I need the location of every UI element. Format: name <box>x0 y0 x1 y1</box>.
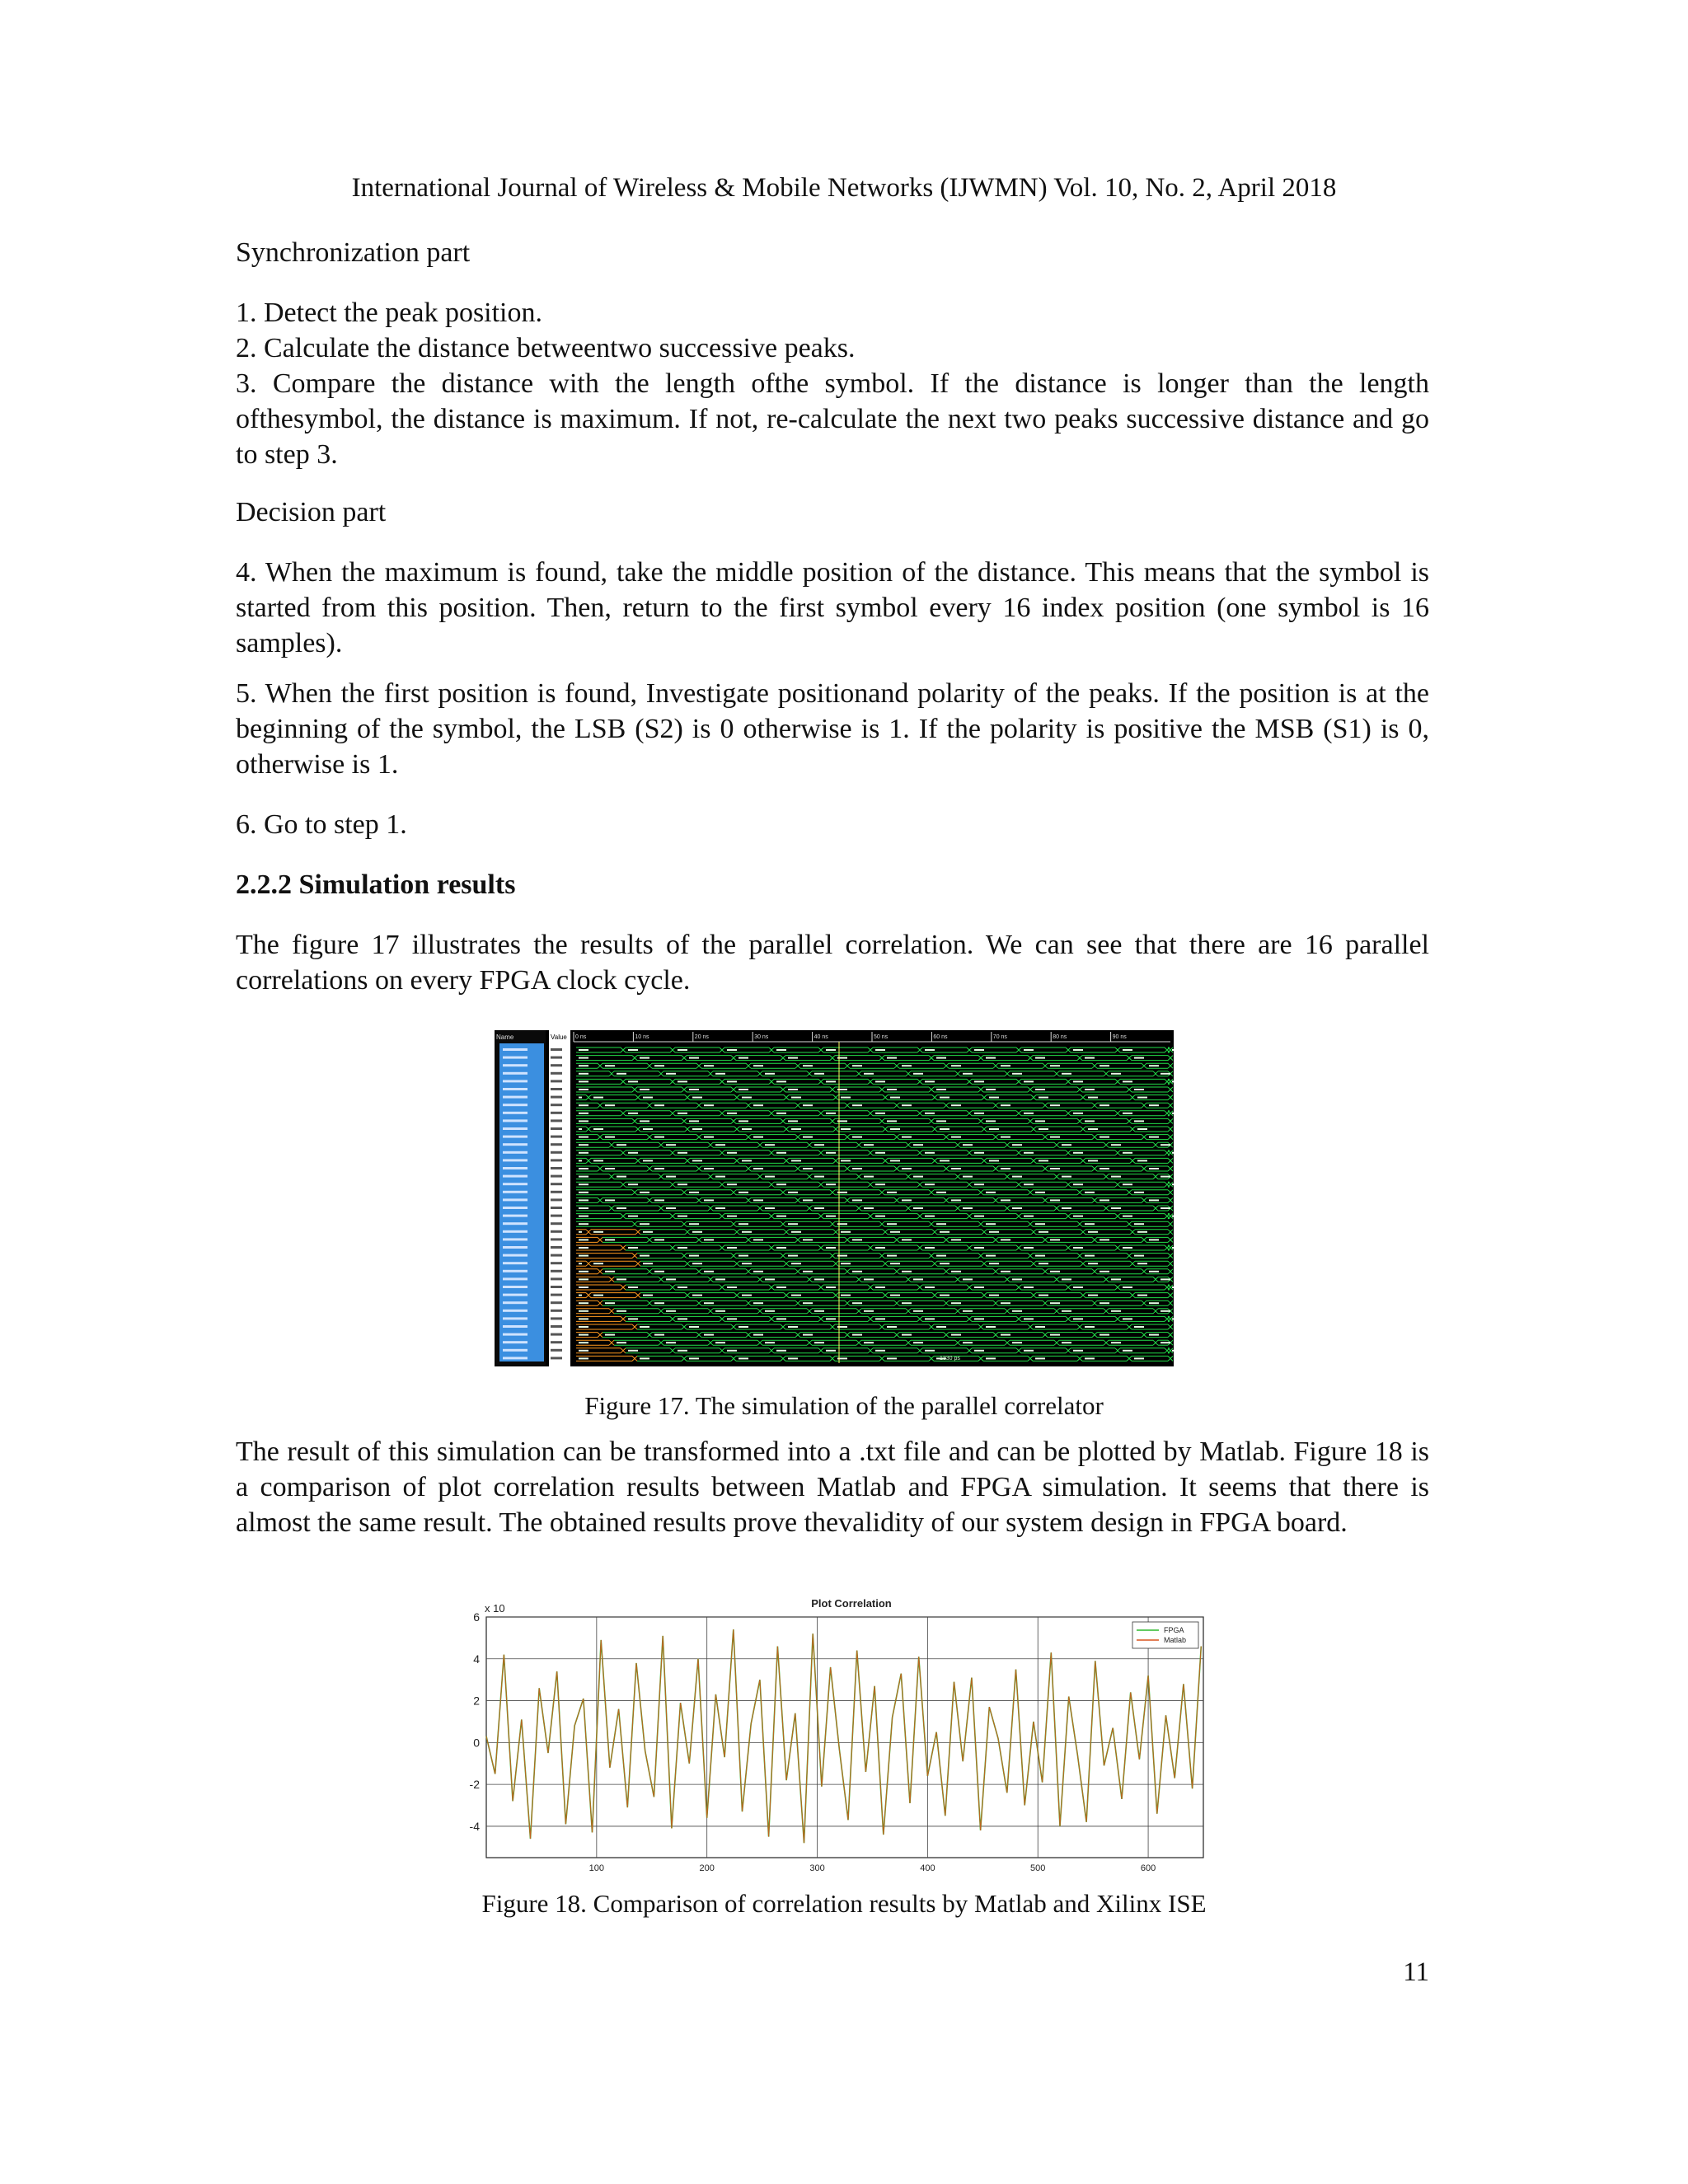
x-tick-label: 400 <box>920 1863 935 1873</box>
signal-name <box>503 1207 528 1209</box>
signal-name <box>503 1301 528 1304</box>
signal-value <box>551 1325 562 1328</box>
signal-name <box>503 1136 528 1138</box>
signal-name <box>503 1349 528 1352</box>
signal-value <box>551 1127 562 1130</box>
time-tick-label: 60 ns <box>933 1034 948 1040</box>
steps-list <box>236 295 1429 472</box>
signal-name <box>503 1286 528 1288</box>
paragraph-simulation: The figure 17 illustrates the results of the parallel correlation. We can see that there are 16 parallel correlations on every FPGA clock cycle. <box>236 930 1429 996</box>
correlation-chart <box>452 1597 1210 1877</box>
time-tick-label: 50 ns <box>874 1034 889 1040</box>
step-1: 1. Detect the peak position. <box>236 298 543 328</box>
page-number: 11 <box>1403 1957 1429 1987</box>
signal-name <box>503 1215 528 1217</box>
sync-heading: Synchronization part <box>236 237 471 268</box>
signal-value <box>551 1262 562 1264</box>
time-tick-label: 10 ns <box>635 1034 649 1040</box>
signal-value <box>551 1270 562 1272</box>
figure-18-plot <box>452 1597 1210 1877</box>
signal-value <box>551 1088 562 1090</box>
signal-name <box>503 1222 528 1225</box>
signal-value <box>551 1341 562 1343</box>
signal-name <box>503 1064 528 1066</box>
signal-value <box>551 1310 562 1312</box>
signal-value <box>551 1238 562 1240</box>
figure-17-caption: Figure 17. The simulation of the parallel correlator <box>584 1391 1104 1420</box>
signal-name <box>503 1072 528 1075</box>
signal-value <box>551 1057 562 1059</box>
name-header: Name <box>496 1033 514 1041</box>
signal-value <box>551 1175 562 1178</box>
signal-value <box>551 1136 562 1138</box>
signal-value <box>551 1286 562 1288</box>
signal-value <box>551 1317 562 1319</box>
signal-name <box>503 1167 528 1169</box>
time-tick-label: 70 ns <box>992 1034 1007 1040</box>
signal-value <box>551 1357 562 1359</box>
signal-value <box>551 1064 562 1066</box>
time-tick-label: 40 ns <box>814 1034 828 1040</box>
x-tick-label: 100 <box>588 1863 605 1873</box>
signal-name <box>503 1127 528 1130</box>
time-tick-label: 90 ns <box>1112 1034 1127 1040</box>
signal-name <box>503 1151 528 1154</box>
signal-value <box>551 1119 562 1122</box>
y-tick-label: -2 <box>469 1778 480 1792</box>
signal-name <box>503 1325 528 1328</box>
x-tick-label: 300 <box>809 1863 825 1873</box>
signal-name <box>503 1104 528 1106</box>
signal-name <box>503 1143 528 1146</box>
signal-name <box>503 1277 528 1280</box>
time-tick-label: 30 ns <box>754 1034 769 1040</box>
signal-name <box>503 1191 528 1193</box>
signal-value <box>551 1143 562 1146</box>
signal-value <box>551 1301 562 1304</box>
y-tick-label: 4 <box>473 1652 480 1666</box>
signal-name <box>503 1317 528 1319</box>
signal-name <box>503 1198 528 1201</box>
signal-value <box>551 1222 562 1225</box>
time-tick-label: 20 ns <box>694 1034 709 1040</box>
signal-name <box>503 1294 528 1296</box>
cursor-time-label: 1330 ps <box>940 1356 960 1361</box>
chart-title: Plot Correlation <box>811 1597 892 1610</box>
legend-label: Matlab <box>1164 1636 1187 1644</box>
signal-name <box>503 1262 528 1264</box>
signal-name <box>503 1254 528 1257</box>
signal-name <box>503 1230 528 1233</box>
y-tick-label: 6 <box>473 1610 480 1624</box>
signal-value <box>551 1294 562 1296</box>
signal-name <box>503 1183 528 1185</box>
signal-value <box>551 1246 562 1249</box>
signal-name <box>503 1333 528 1336</box>
plot-frame <box>486 1617 1203 1858</box>
step-4: 4. When the maximum is found, take the middle position of the distance. This means that the symbol is started from this position. Then, return to the first symbol every 16 index position (one symbol is 16 samples). <box>236 557 1429 658</box>
signal-name <box>503 1119 528 1122</box>
signal-name <box>503 1096 528 1099</box>
signal-name <box>503 1246 528 1249</box>
signal-value <box>551 1151 562 1154</box>
y-tick-label: 0 <box>473 1736 480 1750</box>
time-tick-label: 0 ns <box>575 1034 587 1040</box>
signal-name <box>503 1080 528 1082</box>
decision-heading: Decision part <box>236 497 387 527</box>
time-tick-label: 80 ns <box>1053 1034 1067 1040</box>
step-2: 2. Calculate the distance betweentwo successive peaks. <box>236 333 856 363</box>
signal-value <box>551 1159 562 1161</box>
signal-name <box>503 1057 528 1059</box>
paragraph-matlab: The result of this simulation can be transformed into a .txt file and can be plotted by Matlab. Figure 18 is a comparison of plot correlation results between Matlab and FPGA simulation. It seems that there is almost the same result. The obtained results prove thevalidity of our system design in FPGA board. <box>236 1436 1429 1538</box>
signal-value <box>551 1349 562 1352</box>
signal-value <box>551 1198 562 1201</box>
signal-value <box>551 1333 562 1336</box>
signal-value <box>551 1096 562 1099</box>
signal-value <box>551 1215 562 1217</box>
step-6: 6. Go to step 1. <box>236 809 407 840</box>
signal-name <box>503 1357 528 1359</box>
figure-18-caption: Figure 18. Comparison of correlation results by Matlab and Xilinx ISE <box>481 1889 1207 1918</box>
signal-value <box>551 1048 562 1051</box>
x-tick-label: 500 <box>1030 1863 1046 1873</box>
signal-value <box>551 1183 562 1185</box>
signal-name <box>503 1175 528 1178</box>
value-header: Value <box>551 1033 567 1041</box>
signal-name <box>503 1310 528 1312</box>
signal-value <box>551 1072 562 1075</box>
signal-name <box>503 1112 528 1114</box>
signal-value <box>551 1104 562 1106</box>
signal-name <box>503 1048 528 1051</box>
legend-label: FPGA <box>1164 1626 1184 1634</box>
signal-value <box>551 1230 562 1233</box>
signal-value <box>551 1207 562 1209</box>
step-3: 3. Compare the distance with the length ofthe symbol. If the distance is longer than the length ofthesymbol, the distance is maximum. If not, re-calculate the next two peaks successive distance and go to step 3. <box>236 368 1429 470</box>
signal-value <box>551 1277 562 1280</box>
signal-value <box>551 1080 562 1082</box>
figure-17-waveform <box>495 1030 1174 1366</box>
signal-name <box>503 1270 528 1272</box>
section-heading: 2.2.2 Simulation results <box>236 869 516 900</box>
signal-value <box>551 1112 562 1114</box>
signal-name <box>503 1238 528 1240</box>
y-tick-label: -4 <box>469 1819 480 1833</box>
signal-name <box>503 1088 528 1090</box>
y-tick-label: 2 <box>473 1694 480 1708</box>
y-multiplier-label: x 10 <box>485 1602 505 1615</box>
signal-name <box>503 1159 528 1161</box>
x-tick-label: 600 <box>1140 1863 1156 1873</box>
signal-value <box>551 1191 562 1193</box>
signal-name <box>503 1341 528 1343</box>
journal-header: International Journal of Wireless & Mobile Networks (IJWMN) Vol. 10, No. 2, April 2018 <box>351 173 1337 203</box>
signal-value <box>551 1254 562 1257</box>
signal-value <box>551 1167 562 1169</box>
x-tick-label: 200 <box>699 1863 715 1873</box>
step-5: 5. When the first position is found, Investigate positionand polarity of the peaks. If the position is at the beginning of the symbol, the LSB (S2) is 0 otherwise is 1. If the polarity is positive the MSB (S1) is 0, otherwise is 1. <box>236 678 1429 780</box>
waveform-image <box>495 1030 1174 1366</box>
